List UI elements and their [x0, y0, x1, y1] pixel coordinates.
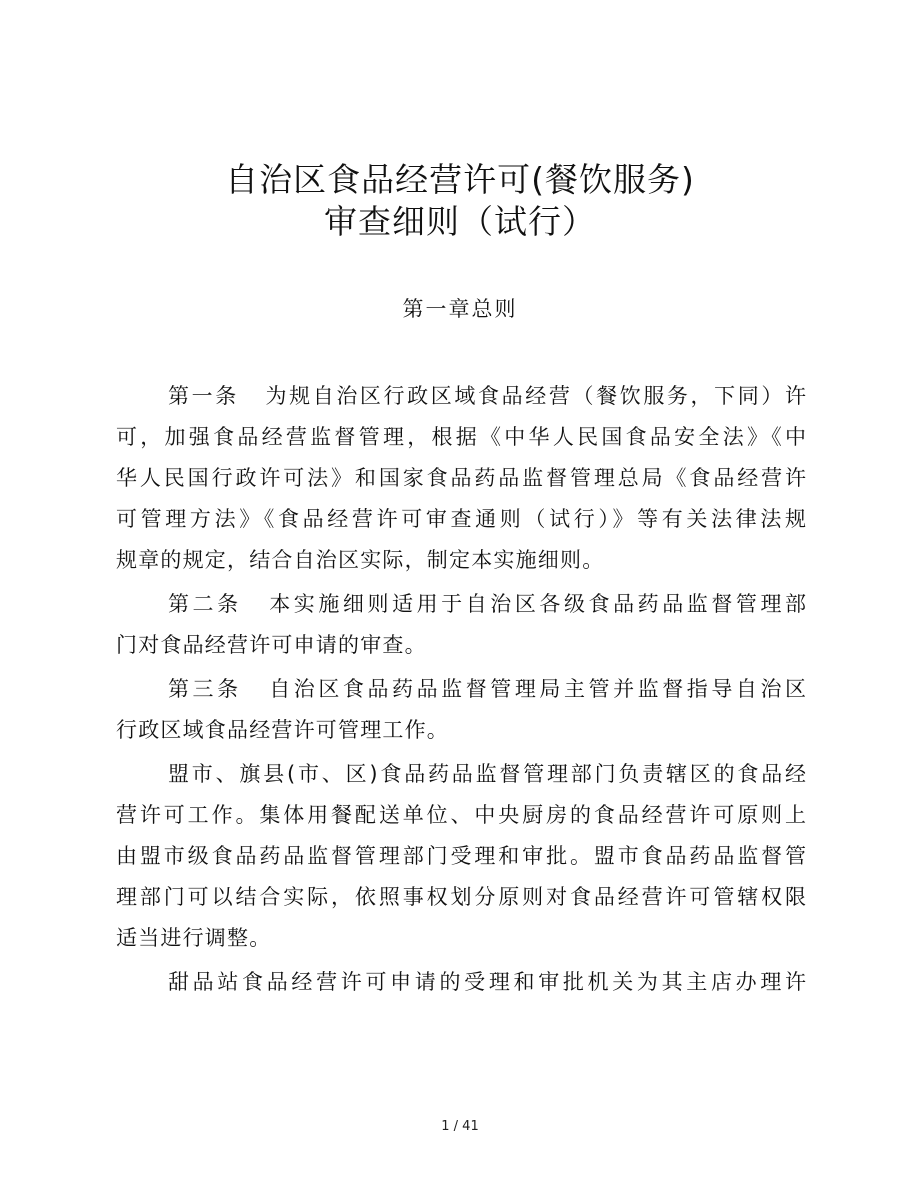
document-title-line-2: 审查细则（试行）: [324, 202, 596, 241]
article-text: 本实施细则适用于自治区各级食品药品监督管理部: [265, 592, 806, 616]
article-1-line-5: 规章的规定，结合自治区实际，制定本实施细则。: [116, 548, 605, 572]
article-label: 第二条: [168, 592, 242, 616]
article-3-line-1: [168, 673, 806, 705]
paragraph-line-1: 盟市、旗县(市、区)食品药品监督管理部门负责辖区的食品经: [168, 762, 806, 786]
paragraph-line-3: 由盟市级食品药品监督管理部门受理和审批。盟市食品药品监督管: [116, 844, 806, 868]
article-1-line-4: 可管理方法》《食品经营许可审查通则（试行）》等有关法律法规: [116, 507, 806, 531]
article-label: 第一条: [168, 384, 239, 408]
article-label: 第三条: [168, 677, 242, 701]
chapter-heading: 第一章总则: [402, 297, 518, 321]
paragraph-line-2: 营许可工作。集体用餐配送单位、中央厨房的食品经营许可原则上: [116, 803, 806, 827]
paragraph-2-line-1: 甜品站食品经营许可申请的受理和审批机关为其主店办理许: [168, 970, 806, 994]
article-3-line-2: 行政区域食品经营许可管理工作。: [116, 718, 449, 742]
article-text: 为规自治区行政区域食品经营（餐饮服务，下同）许: [262, 384, 806, 408]
page-number: 1 / 41: [441, 1119, 479, 1134]
article-1-line-1: [168, 380, 806, 412]
document-title-line-1: 自治区食品经营许可(餐饮服务): [225, 160, 695, 199]
article-1-line-2: 可，加强食品经营监督管理，根据《中华人民国食品安全法》《中: [116, 425, 806, 449]
article-2-line-2: 门对食品经营许可申请的审查。: [116, 633, 427, 657]
article-1-line-3: 华人民国行政许可法》和国家食品药品监督管理总局《食品经营许: [116, 466, 806, 490]
paragraph-line-5: 适当进行调整。: [116, 926, 272, 950]
article-text: 自治区食品药品监督管理局主管并监督指导自治区: [265, 677, 806, 701]
paragraph-line-4: 理部门可以结合实际，依照事权划分原则对食品经营许可管辖权限: [116, 885, 806, 909]
article-2-line-1: [168, 588, 806, 620]
